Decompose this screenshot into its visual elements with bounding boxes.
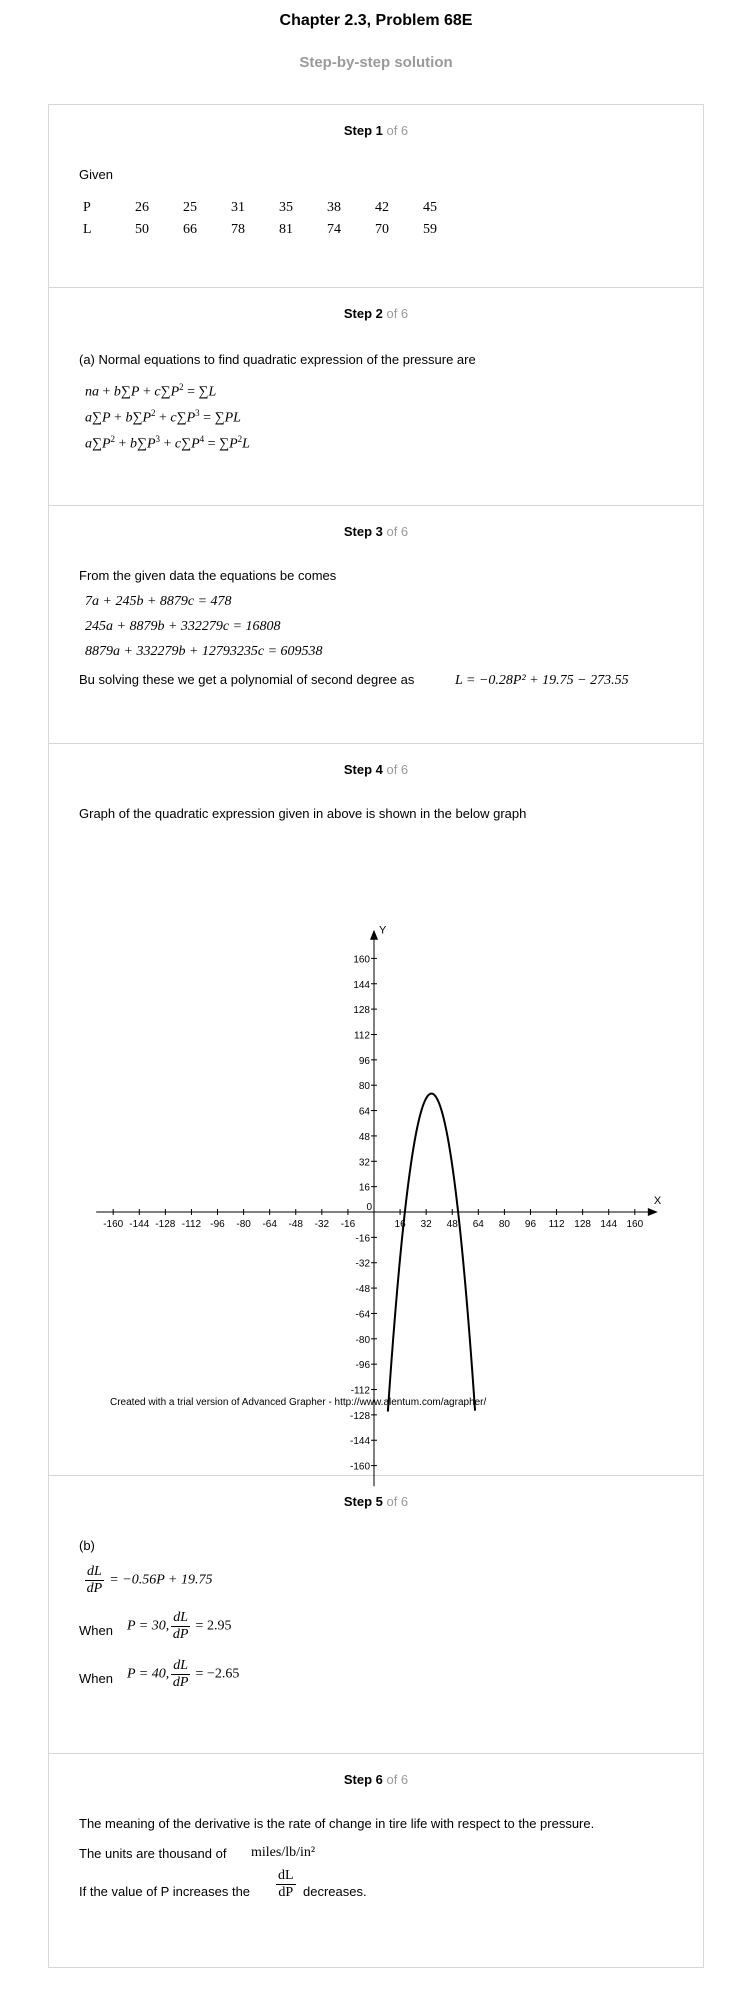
y-tick-label: 48 xyxy=(358,1131,370,1143)
x-tick-label: -32 xyxy=(314,1219,330,1230)
y-tick-label: 160 xyxy=(353,954,370,966)
part-b-label: (b) xyxy=(79,1538,95,1553)
equation-1: 7a + 245b + 8879c = 478 xyxy=(85,594,232,609)
x-axis-label: X xyxy=(653,1195,662,1207)
table-cell: 38 xyxy=(327,200,341,215)
step-number: Step 6 xyxy=(343,1772,383,1787)
dl-dp-fraction: $\frac{dL}{dP}$ xyxy=(278,1868,294,1900)
equation-3: 8879a + 332279b + 12793235c = 609538 xyxy=(85,644,323,659)
y-tick-label: 112 xyxy=(354,1030,370,1042)
y-tick-label: -160 xyxy=(349,1461,370,1473)
table-row xyxy=(83,197,471,219)
table-cell: 70 xyxy=(375,222,389,237)
step-4-header xyxy=(49,762,703,777)
page-subtitle: Step-by-step solution xyxy=(299,54,453,71)
y-axis-arrow xyxy=(370,930,378,940)
step-6-text-3a: If the value of P increases the xyxy=(79,1884,251,1899)
x-tick-label: 64 xyxy=(472,1219,484,1230)
x-tick-label: 128 xyxy=(574,1219,591,1230)
step-number: Step 4 xyxy=(343,762,383,777)
step-6-header xyxy=(49,1772,703,1787)
table-cell: 42 xyxy=(375,200,389,215)
y-tick-label: -112 xyxy=(350,1385,370,1397)
x-tick-label: -144 xyxy=(129,1219,150,1230)
step-total: of 6 xyxy=(382,123,409,138)
y-tick-label: -80 xyxy=(355,1334,370,1346)
table-cell: 66 xyxy=(183,222,197,237)
step-1-card xyxy=(48,104,704,288)
x-tick-label: 48 xyxy=(446,1219,458,1230)
step-6-text-2: The units are thousand of xyxy=(79,1846,227,1861)
evaluation-2: P = 40, $\frac{dL}{dP}$ = −2.65 xyxy=(127,1658,240,1690)
step-number: Step 3 xyxy=(343,524,383,539)
table-cell: 26 xyxy=(135,200,149,215)
y-tick-label: 32 xyxy=(358,1157,370,1169)
x-tick-label: 32 xyxy=(420,1219,432,1230)
graph-credit: Created with a trial version of Advanced Grapher - http://www.alentum.com/agrapher/ xyxy=(110,1397,487,1408)
equation-2: 245a + 8879b + 332279c = 16808 xyxy=(85,619,281,634)
x-tick-label: 160 xyxy=(626,1219,644,1230)
x-tick-label: -160 xyxy=(103,1219,124,1230)
y-tick-label: 96 xyxy=(358,1055,370,1067)
result-equation: L = −0.28P² + 19.75 − 273.55 xyxy=(455,673,629,688)
step-total: of 6 xyxy=(382,524,409,539)
step-2-header xyxy=(49,306,703,321)
table-cell: 31 xyxy=(231,200,245,215)
evaluation-1-rhs: = 2.95 xyxy=(192,1618,232,1634)
table-cell: 59 xyxy=(423,222,437,237)
table-cell: 25 xyxy=(183,200,197,215)
step-total: of 6 xyxy=(382,1772,409,1787)
step-number: Step 1 xyxy=(343,123,383,138)
y-tick-label: -16 xyxy=(355,1233,370,1245)
x-tick-label: -96 xyxy=(210,1219,225,1230)
step-total: of 6 xyxy=(382,762,409,777)
x-tick-label: 0 xyxy=(366,1202,372,1213)
x-tick-label: -112 xyxy=(181,1219,202,1230)
table-row xyxy=(83,219,471,241)
step-number: Step 5 xyxy=(343,1494,383,1509)
table-cell: P xyxy=(83,200,91,215)
x-tick-label: -64 xyxy=(262,1219,277,1230)
when-label-1: When xyxy=(79,1623,113,1638)
step-4-card xyxy=(48,744,704,1476)
result-text: Bu solving these we get a polynomial of second degree as xyxy=(79,672,415,687)
units: miles/lb/in² xyxy=(251,1845,316,1860)
x-tick-label: -48 xyxy=(288,1219,303,1230)
y-tick-label: -96 xyxy=(355,1360,370,1372)
y-tick-label: -144 xyxy=(349,1436,370,1448)
evaluation-2-rhs: = −2.65 xyxy=(192,1666,240,1682)
x-axis-arrow xyxy=(648,1208,658,1216)
x-tick-label: -80 xyxy=(236,1219,251,1230)
y-tick-label: 80 xyxy=(358,1081,370,1093)
page-title: Chapter 2.3, Problem 68E xyxy=(279,12,473,29)
table-cell: 35 xyxy=(279,200,293,215)
evaluation-2-lhs: P = 40, xyxy=(127,1666,170,1682)
y-axis-label: Y xyxy=(379,924,387,937)
normal-equation-3: $a\sum P^2 + b\sum P^3 + c\sum P^4 = \sum P^2L$ xyxy=(85,434,250,452)
y-tick-label: 64 xyxy=(358,1106,370,1118)
x-tick-label: 112 xyxy=(548,1219,565,1230)
step-1-header xyxy=(49,123,703,138)
derivative-equation: $\frac{dL}{dP}$ = −0.56P + 19.75 xyxy=(86,1564,213,1596)
step-3-header xyxy=(49,524,703,539)
when-label-2: When xyxy=(79,1671,113,1686)
y-tick-label: 16 xyxy=(358,1182,370,1194)
parabola-curve xyxy=(388,1094,475,1412)
y-tick-label: 128 xyxy=(353,1005,370,1017)
x-tick-label: -128 xyxy=(155,1219,176,1230)
y-tick-label: -128 xyxy=(349,1410,370,1422)
step-total: of 6 xyxy=(382,1494,409,1509)
normal-equation-2: $a\sum P + b\sum P^2 + c\sum P^3 = \sum PL$ xyxy=(85,408,241,426)
x-tick-label: -16 xyxy=(340,1219,356,1230)
y-tick-label: 144 xyxy=(353,979,370,991)
step-6-text-1: The meaning of the derivative is the rate of change in tire life with respect to the pressure. xyxy=(79,1816,595,1831)
step-number: Step 2 xyxy=(343,306,383,321)
step-6-text-3b: decreases. xyxy=(303,1884,367,1899)
x-tick-label: 96 xyxy=(524,1219,537,1230)
step-3-text: From the given data the equations be comes xyxy=(79,568,337,583)
data-table xyxy=(83,197,471,241)
x-tick-label: 80 xyxy=(498,1219,510,1230)
table-cell: 78 xyxy=(231,222,245,237)
table-cell: L xyxy=(83,222,92,237)
table-cell: 81 xyxy=(279,222,293,237)
evaluation-1-lhs: P = 30, xyxy=(127,1618,170,1634)
y-tick-label: -48 xyxy=(355,1284,370,1296)
step-5-card xyxy=(48,1476,704,1754)
step-6-card xyxy=(48,1754,704,1968)
step-total: of 6 xyxy=(382,306,409,321)
table-cell: 74 xyxy=(327,222,341,237)
step-4-text: Graph of the quadratic expression given in above is shown in the below graph xyxy=(79,806,527,821)
step-3-card xyxy=(48,506,704,744)
given-label: Given xyxy=(79,167,113,182)
table-cell: 45 xyxy=(423,200,437,215)
x-tick-label: 16 xyxy=(394,1219,406,1230)
x-tick-label: 144 xyxy=(600,1219,618,1230)
step-5-header xyxy=(49,1494,703,1509)
table-cell: 50 xyxy=(135,222,149,237)
y-tick-label: -64 xyxy=(355,1309,370,1321)
derivative-rhs: = −0.56P + 19.75 xyxy=(105,1572,213,1588)
step-2-text: (a) Normal equations to find quadratic expression of the pressure are xyxy=(79,352,476,367)
step-2-card xyxy=(48,288,704,506)
normal-equation-1: na + $b\sum P + c\sum P^2 = \sum L$ xyxy=(85,382,217,400)
evaluation-1: P = 30, $\frac{dL}{dP}$ = 2.95 xyxy=(127,1610,232,1642)
y-tick-label: -32 xyxy=(355,1258,370,1270)
